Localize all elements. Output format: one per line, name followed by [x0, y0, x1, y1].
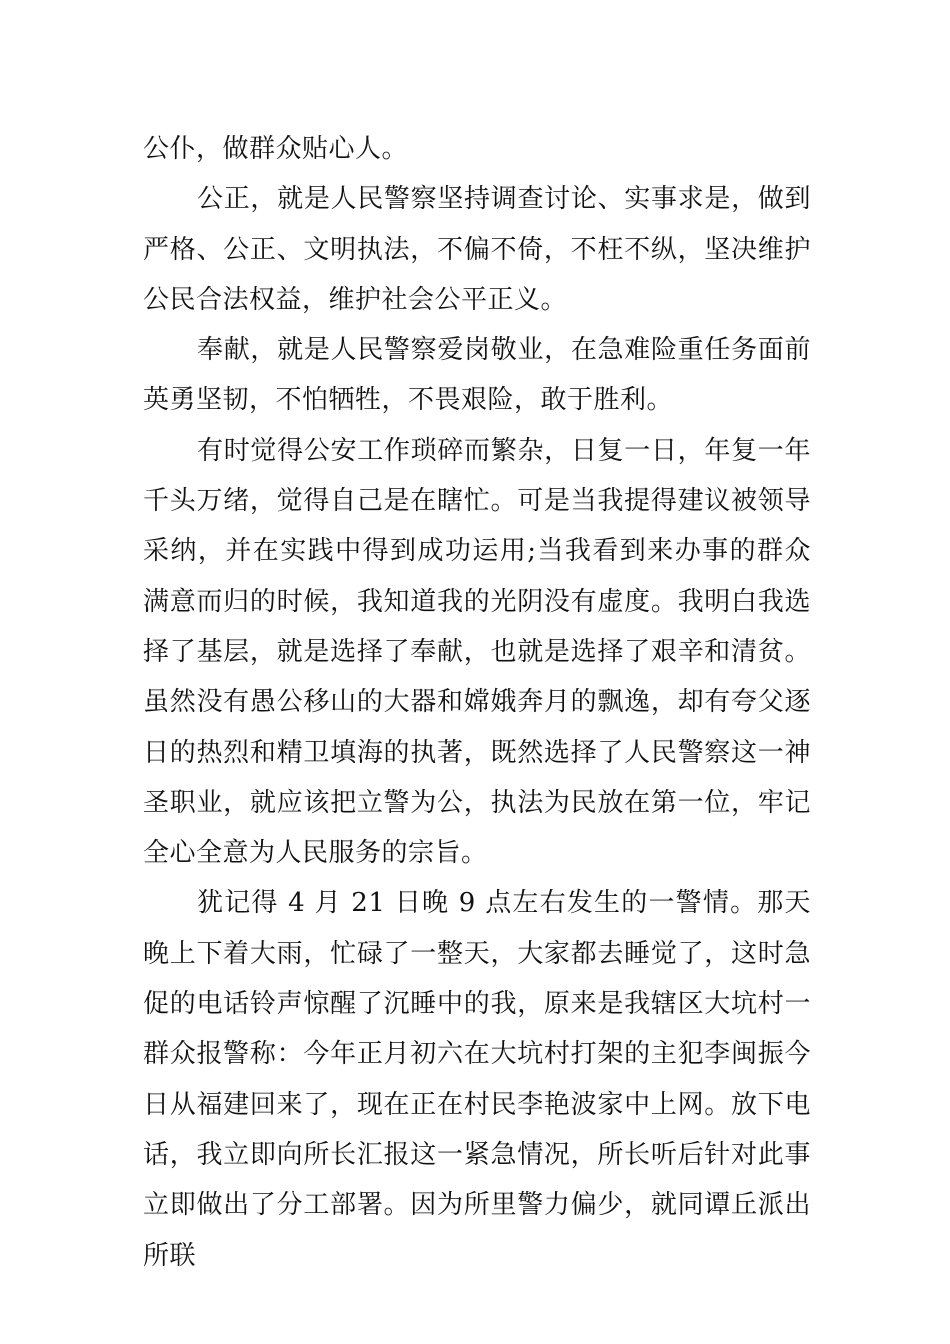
paragraph-dedication: 奉献，就是人民警察爱岗敬业，在急难险重任务面前英勇坚韧，不怕牺牲，不畏艰险，敢于胜利。	[143, 335, 811, 416]
paragraph-incident-recollection: 犹记得 4 月 21 日晚 9 点左右发生的一警情。那天晚上下着大雨，忙碌了一整天，大家都去睡觉了，这时急促的电话铃声惊醒了沉睡中的我，原来是我辖区大坑村一群众报警称：今年正月初六在大坑村打架的主犯李闽振今日从福建回来了，现在正在村民李艳波家中上网。放下电话，我立即向所长汇报这一紧急情况，所长听后针对此事立即做出了分工部署。因为所里警力偏少，就同谭丘派出所联	[143, 888, 811, 1271]
document-body	[143, 124, 811, 1281]
paragraph-justice: 公正，就是人民警察坚持调查讨论、实事求是，做到严格、公正、文明执法，不偏不倚，不枉不纵，坚决维护公民合法权益，维护社会公平正义。	[143, 184, 811, 315]
paragraph-grassroots-work: 有时觉得公安工作琐碎而繁杂，日复一日，年复一年千头万绪，觉得自己是在瞎忙。可是当我提得建议被领导采纳，并在实践中得到成功运用;当我看到来办事的群众满意而归的时候，我知道我的光阴没有虚度。我明白我选择了基层，就是选择了奉献，也就是选择了艰辛和清贫。虽然没有愚公移山的大器和嫦娥奔月的飘逸，却有夸父逐日的热烈和精卫填海的执著，既然选择了人民警察这一神圣职业，就应该把立警为公，执法为民放在第一位，牢记全心全意为人民服务的宗旨。	[143, 435, 811, 869]
paragraph-continuation: 公仆，做群众贴心人。	[143, 134, 409, 164]
